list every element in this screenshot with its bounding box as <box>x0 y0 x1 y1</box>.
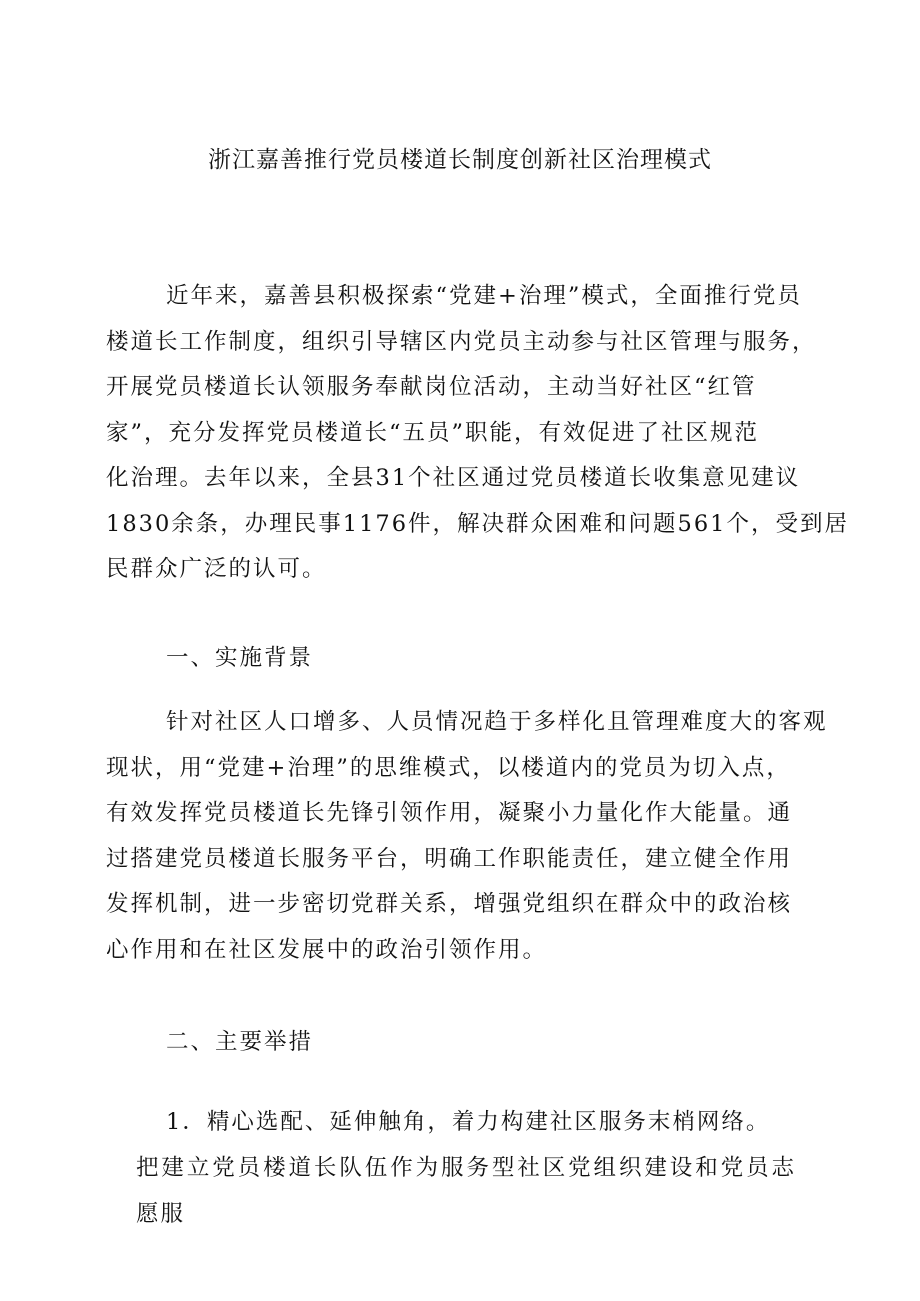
background-line: 有效发挥党员楼道长先锋引领作用，凝聚小力量化作大能量。通 <box>106 800 793 826</box>
measure-1-heading: 1．精心选配、延伸触角，着力构建社区服务末梢网络。 <box>166 1109 771 1135</box>
background-line: 过搭建党员楼道长服务平台，明确工作职能责任，建立健全作用 <box>106 845 793 872</box>
section-heading-background: 一、实施背景 <box>166 645 314 671</box>
intro-line: 1830余条，办理民事1176件，解决群众困难和问题561个，受到居 <box>106 510 849 537</box>
background-line: 现状，用“党建+治理”的思维模式，以楼道内的党员为切入点， <box>106 754 791 781</box>
intro-line: 化治理。去年以来，全县31个社区通过党员楼道长收集意见建议 <box>106 465 801 491</box>
document-title: 浙江嘉善推行党员楼道长制度创新社区治理模式 <box>208 147 712 173</box>
intro-line: 家”，充分发挥党员楼道长“五员”职能，有效促进了社区规范 <box>106 419 760 446</box>
intro-line: 近年来，嘉善县积极探索“党建+治理”模式，全面推行党员 <box>166 283 802 309</box>
background-paragraph <box>106 700 828 973</box>
background-line: 针对社区人口增多、人员情况趋于多样化且管理难度大的客观 <box>166 709 828 735</box>
measure-1-text: 把建立党员楼道长队伍作为服务型社区党组织建设和党员志愿服 <box>136 1155 796 1227</box>
intro-line: 民群众广泛的认可。 <box>106 556 327 582</box>
background-line: 发挥机制，进一步密切党群关系，增强党组织在群众中的政治核 <box>106 891 793 917</box>
intro-line: 开展党员楼道长认领服务奉献岗位活动，主动当好社区“红管 <box>106 374 757 400</box>
background-line: 心作用和在社区发展中的政治引领作用。 <box>106 936 548 963</box>
intro-paragraph <box>106 274 849 593</box>
section-heading-measures: 二、主要举措 <box>166 1029 314 1055</box>
intro-line: 楼道长工作制度，组织引导辖区内党员主动参与社区管理与服务， <box>106 328 817 355</box>
